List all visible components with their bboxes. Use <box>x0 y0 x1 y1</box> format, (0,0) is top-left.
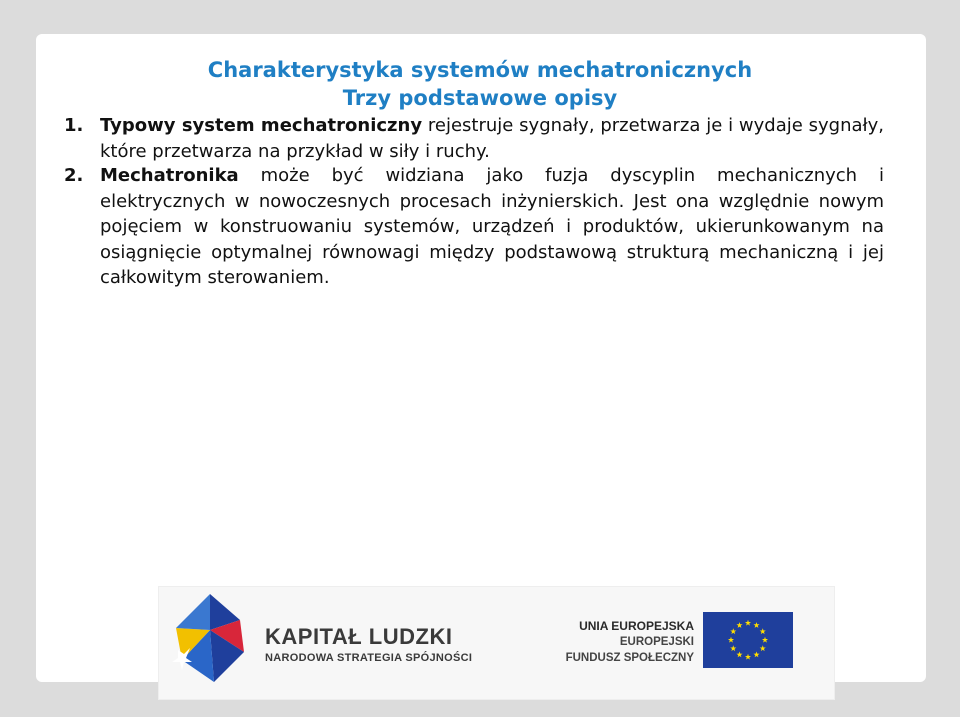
item-1-paragraph <box>100 113 884 164</box>
item-2-number: 2. <box>64 165 84 186</box>
eu-label <box>566 618 694 666</box>
eu-line-1: UNIA EUROPEJSKA <box>579 619 694 633</box>
eu-line-2: EUROPEJSKI <box>619 636 694 648</box>
item-1-term: Typowy system mechatroniczny <box>100 115 423 136</box>
slide-subtitle: Trzy podstawowe opisy <box>342 86 618 110</box>
eu-flag-icon <box>703 612 793 668</box>
slide-title: Charakterystyka systemów mechatronicznych <box>207 58 753 82</box>
item-2-text: może być widziana jako fuzja dyscyplin mechanicznych i elektrycznych w nowoczesnych procesach inżynierskich. Jest ona względnie nowym pojęciem w konstruowaniu systemów, urządzeń i produktów, ukierunkowanym na osiągnięcie optymalnej równowagi między podstawową strukturą mechaniczną i jej całkowitym sterowaniem. <box>100 165 884 288</box>
item-1-text: rejestruje sygnały, przetwarza je i wydaje sygnały, które przetwarza na przykład w siły i ruchy. <box>100 115 885 162</box>
kapital-ludzki-logo-icon <box>170 590 250 686</box>
eu-line-3: FUNDUSZ SPOŁECZNY <box>565 652 694 664</box>
item-1-number: 1. <box>64 115 84 136</box>
item-2-paragraph <box>100 163 884 291</box>
kapital-ludzki-title: KAPITAŁ LUDZKI <box>265 624 453 649</box>
item-2-term: Mechatronika <box>100 165 239 186</box>
kapital-ludzki-subtitle: NARODOWA STRATEGIA SPÓJNOŚCI <box>265 652 473 664</box>
